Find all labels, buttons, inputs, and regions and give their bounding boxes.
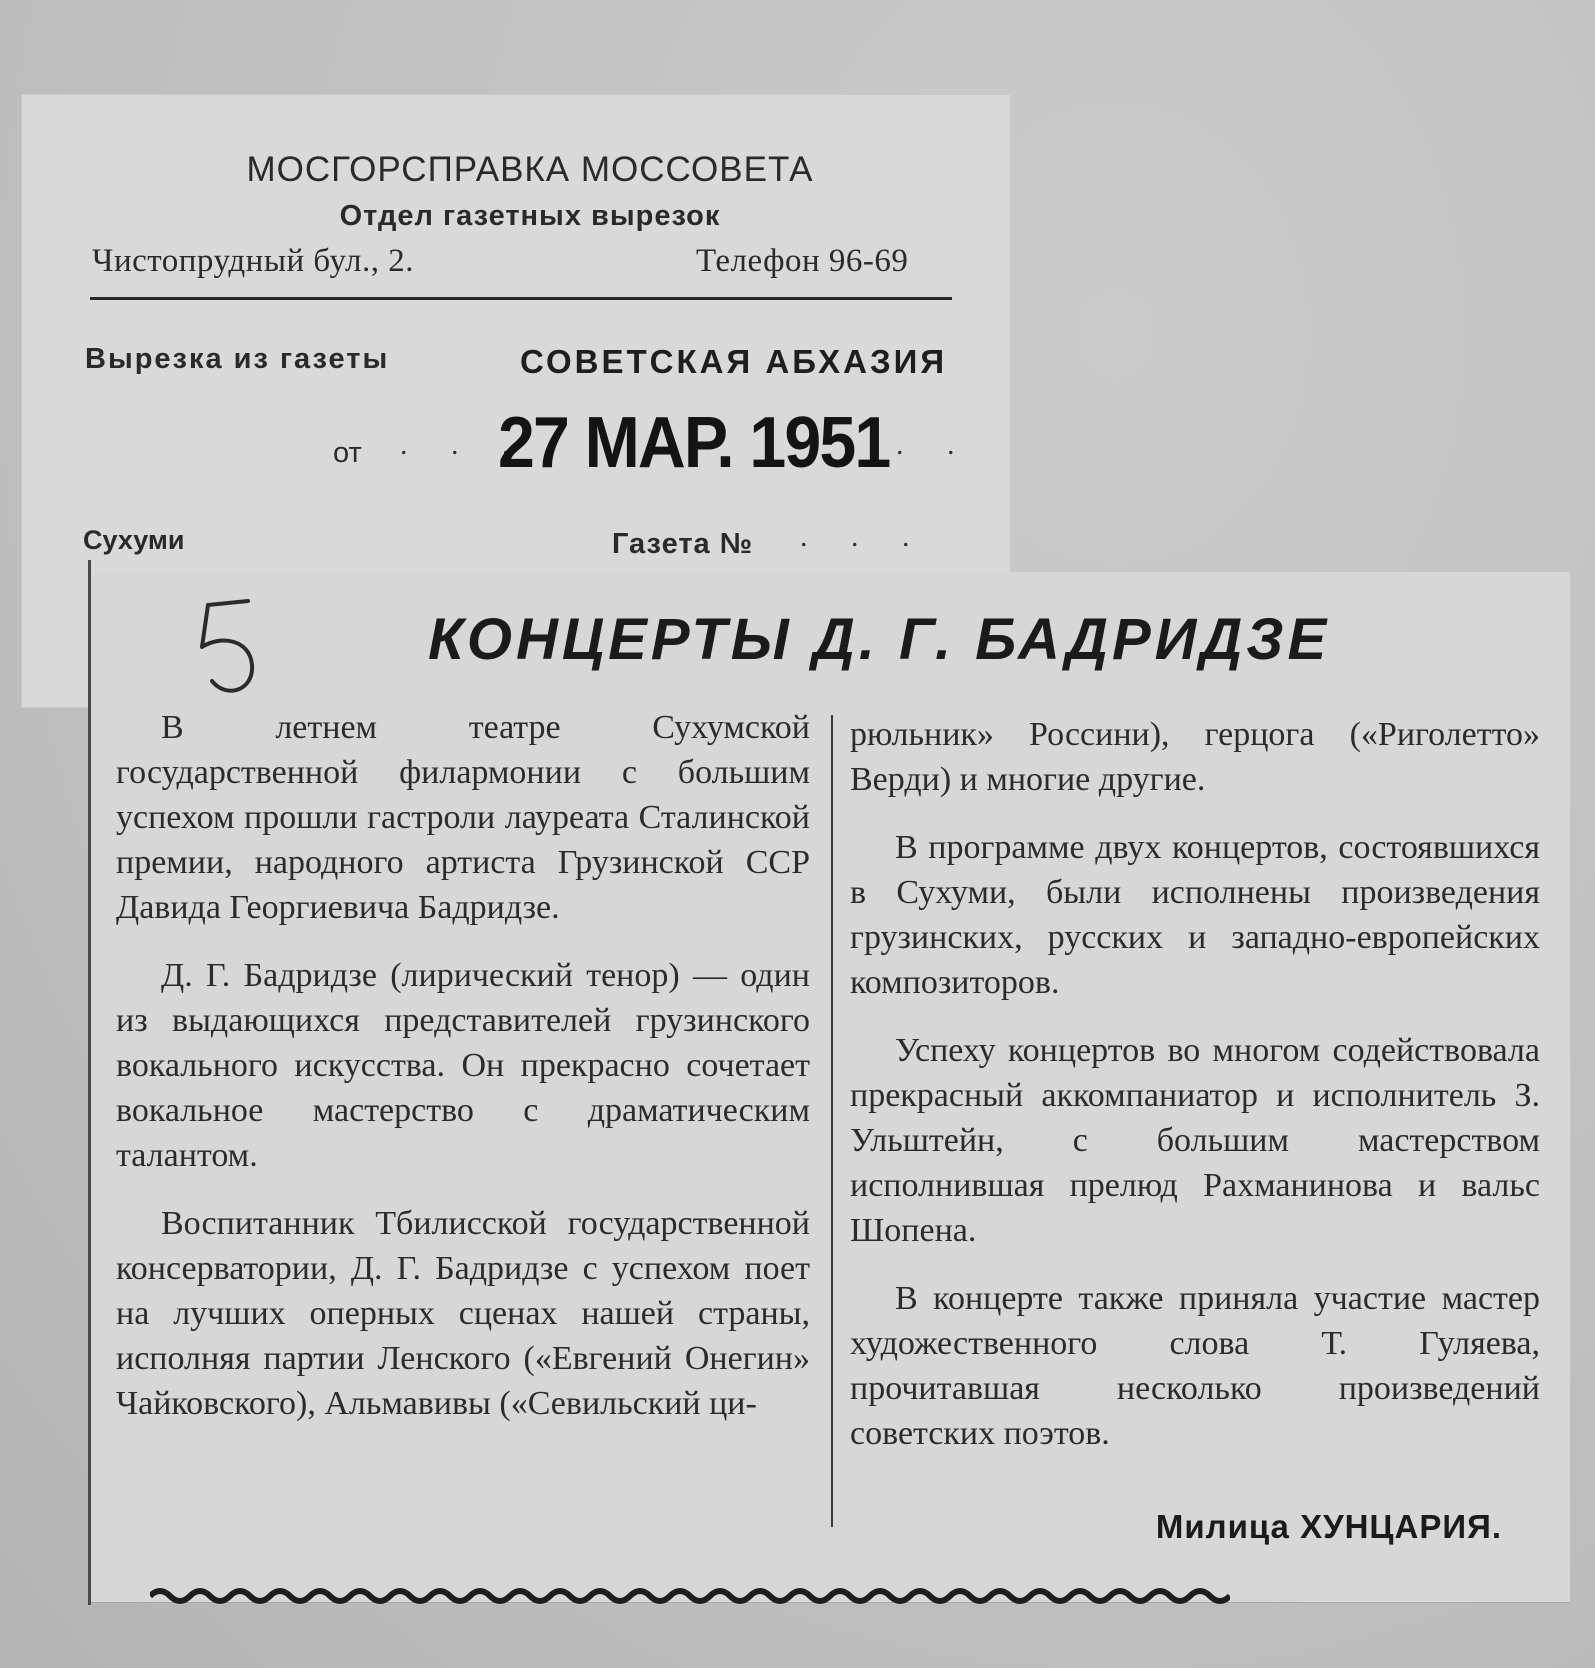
header-rule	[90, 297, 952, 300]
article-headline: КОНЦЕРТЫ Д. Г. БАДРИДЗЕ	[428, 607, 1331, 672]
paragraph-continuation: рюльник» Россини), герцога («Риголетто» Верди) и многие другие.	[850, 716, 1540, 798]
clipping-from-label: Вырезка из газеты	[85, 343, 390, 375]
clipping-edge	[88, 560, 91, 1605]
article-left-column	[116, 705, 810, 1449]
city-label: Сухуми	[83, 525, 185, 555]
paragraph: В программе двух концертов, состоявшихся в Сухуми, были исполнены произведения грузинских, русских и западно-европейских композиторов.	[850, 829, 1540, 1001]
article-byline: Милица ХУНЦАРИЯ.	[1155, 1508, 1502, 1545]
issue-label: Газета №	[612, 528, 754, 560]
paragraph: Успеху концертов во многом содействовала прекрасный аккомпаниатор и исполнитель З. Ульштейн, с большим мастерством исполнившая прелюд Рахманинова и вальс Шопена.	[850, 1032, 1540, 1249]
column-divider	[831, 715, 833, 1527]
agency-name: МОСГОРСПРАВКА МОССОВЕТА	[246, 150, 814, 189]
issue-dots: . . .	[800, 520, 928, 553]
paragraph: В концерте также приняла участие мастер художественного слова Т. Гуляева, прочитавшая несколько произведений советских поэтов.	[850, 1280, 1540, 1452]
paragraph: В летнем театре Сухумской государственной филармонии с большим успехом прошли гастроли лауреата Сталинской премии, народного артиста Грузинской ССР Давида Георгиевича Бадридзе.	[116, 709, 810, 926]
department-name: Отдел газетных вырезок	[339, 200, 721, 232]
stamped-date: 27 МАР. 1951	[498, 403, 890, 483]
paragraph: Воспитанник Тбилисской государственной консерватории, Д. Г. Бадридзе с успехом поет на лучших оперных сценах нашей страны, исполняя партии Ленского («Евгений Онегин» Чайковского), Альмавивы («Севильский ци-	[116, 1205, 810, 1422]
newspaper-name: СОВЕТСКАЯ АБХАЗИЯ	[520, 343, 948, 380]
date-trailing-dots: . .	[896, 428, 973, 461]
date-prefix: от	[333, 437, 362, 469]
handwritten-number-five	[190, 595, 270, 705]
agency-phone: Телефон 96-69	[696, 243, 909, 279]
paragraph: Д. Г. Бадридзе (лирический тенор) — один из выдающихся представителей грузинского вокального искусства. Он прекрасно сочетает вокальное мастерство с драматическим талантом.	[116, 957, 810, 1174]
article-right-column	[850, 712, 1540, 1479]
decorative-wavy-rule	[150, 1584, 1230, 1604]
agency-address: Чистопрудный бул., 2.	[92, 243, 414, 279]
date-leader-dots: . . .	[400, 428, 528, 461]
